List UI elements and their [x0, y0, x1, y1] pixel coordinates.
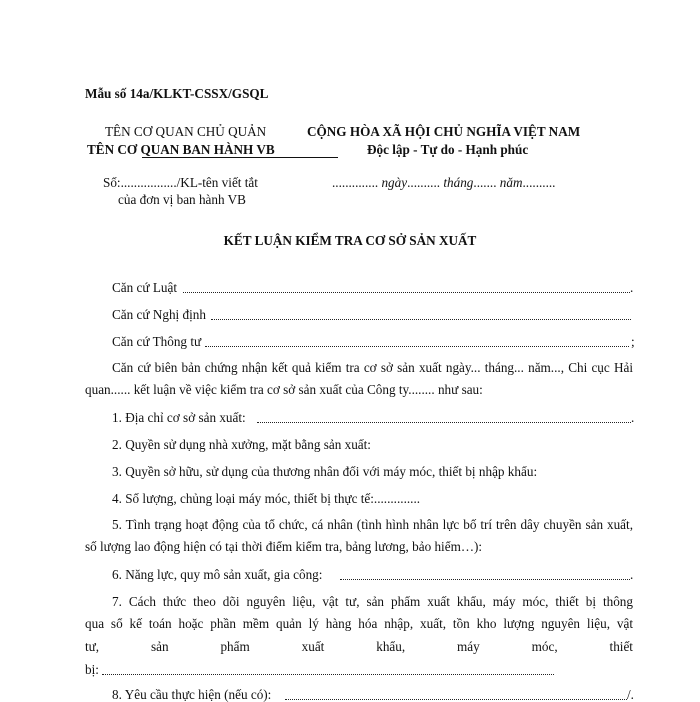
date-year-label: năm: [499, 175, 523, 190]
item-7-line-1: 7. Cách thức theo dõi nguyên liệu, vật tư, sản phẩm xuất khẩu, máy móc, thiết bị thông: [112, 594, 633, 609]
nation-motto: Độc lập - Tự do - Hạnh phúc: [367, 142, 529, 157]
issue-date: [332, 176, 555, 189]
date-dots-3: .......: [473, 175, 497, 190]
date-month-label: tháng: [443, 175, 474, 190]
item-7-word-7: móc,: [531, 639, 558, 654]
basis-circular-leader: [205, 346, 629, 347]
item-1-leader: [257, 422, 631, 423]
item-5-operation-status: 5. Tình trạng hoạt động của tổ chức, cá nhân (tình hình nhân lực bố trí trên dây chuyền sản xuất, số lượng lao động hiện có tại thời điểm kiểm tra, bảng lương, bảo hiểm…):: [85, 517, 633, 554]
agency-parent-name: TÊN CƠ QUAN CHỦ QUẢN: [105, 124, 267, 139]
item-4-equipment-quantity: 4. Số lượng, chủng loại máy móc, thiết bị thực tế:..............: [112, 491, 421, 506]
item-6-leader: [340, 579, 630, 580]
item-7-word-3: phẩm: [220, 639, 250, 654]
document-number: Số:................./KL-tên viết tắt: [103, 175, 258, 190]
item-1-production-address: 1. Địa chỉ cơ sở sản xuất:: [112, 410, 246, 425]
item-6-production-capacity: 6. Năng lực, quy mô sản xuất, gia công:: [112, 567, 323, 582]
basis-circular: Căn cứ Thông tư: [112, 334, 202, 349]
item-8-end: /.: [627, 687, 634, 702]
item-7-leader: [102, 674, 554, 675]
item-3-equipment-ownership: 3. Quyền sở hữu, sử dụng của thương nhân đối với máy móc, thiết bị nhập khẩu:: [112, 464, 538, 479]
item-7-line-3: [85, 640, 633, 653]
form-code: Mẫu số 14a/KLKT-CSSX/GSQL: [85, 86, 269, 101]
agency-underline: [142, 157, 338, 158]
basis-decree-leader: [211, 319, 631, 320]
item-1-end: .: [631, 410, 635, 425]
date-day-label: ngày: [381, 175, 408, 190]
basis-decree: Căn cứ Nghị định: [112, 307, 206, 322]
date-dots-2: ..........: [407, 175, 441, 190]
item-6-end: .: [630, 567, 634, 582]
document-number-note: của đơn vị ban hành VB: [118, 192, 246, 207]
basis-law-leader: [183, 292, 630, 293]
item-2-premises-rights: 2. Quyền sử dụng nhà xưởng, mặt bằng sản xuất:: [112, 437, 371, 452]
nation-name: CỘNG HÒA XÃ HỘI CHỦ NGHĨA VIỆT NAM: [307, 124, 581, 139]
item-7-line-2: qua sổ kế toán hoặc phần mềm quản lý hàng hóa nhập, xuất, tồn kho lượng nguyên liệu, vật: [85, 616, 633, 631]
agency-issuer-name: TÊN CƠ QUAN BAN HÀNH VB: [87, 142, 275, 157]
basis-circular-end: ;: [631, 334, 635, 349]
item-7-word-4: xuất: [301, 639, 325, 654]
item-7-word-5: khẩu,: [376, 639, 406, 654]
document-title: KẾT LUẬN KIỂM TRA CƠ SỞ SẢN XUẤT: [223, 233, 477, 248]
intro-paragraph: Căn cứ biên bản chứng nhận kết quả kiểm tra cơ sở sản xuất ngày... tháng... năm..., Chi cục Hải quan...... kết luận về việc kiểm tra cơ sở sản xuất của Công ty........ như sau:: [85, 360, 633, 397]
item-7-line-4: bị:: [85, 662, 99, 677]
basis-law: Căn cứ Luật: [112, 280, 178, 295]
item-8-requirements: 8. Yêu cầu thực hiện (nếu có):: [112, 687, 272, 702]
item-7-word-8: thiết: [609, 639, 633, 654]
item-7-word-6: máy: [457, 639, 480, 654]
item-7-word-2: sản: [150, 639, 169, 654]
basis-law-end: .: [630, 280, 634, 295]
date-dots-1: ..............: [332, 175, 379, 190]
item-7-word-1: tư,: [85, 639, 100, 654]
date-dots-4: ..........: [522, 175, 556, 190]
